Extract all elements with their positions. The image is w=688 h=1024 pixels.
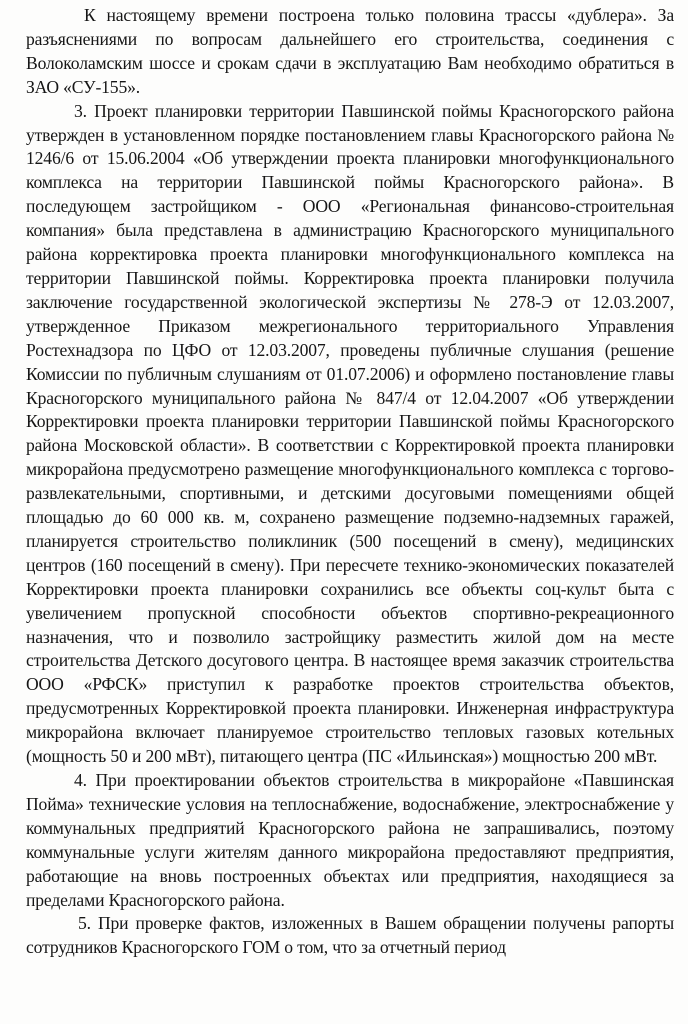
paragraph-3-planning-project: 3. Проект планировки территории Павшинской поймы Красногорского района утвержден в установленном порядке постановлением главы Красногорского района № 1246/6 от 15.06.2004 «Об утверждении проекта планировки многофункционального комплекса на территории Павшинской поймы Красногорского района». В последующем застройщиком - ООО «Региональная финансово-строительная компания» была представлена в администрацию Красногорского муниципального района корректировка проекта планировки многофункционального комплекса на территории Павшинской поймы. Корректировка проекта планировки получила заключение государственной экологической экспертизы № 278-Э от 12.03.2007, утвержденное Приказом межрегионального территориального Управления Ростехнадзора по ЦФО от 12.03.2007, проведены публичные слушания (решение Комиссии по публичным слушаниям от 01.07.2006) и оформлено постановление главы Красногорского муниципального района № 847/4 от 12.04.2007 «Об утверждении Корректировки проекта планировки территории Павшинской поймы Красногорского района Московской области». В соответствии с Корректировкой проекта планировки микрорайона предусмотрено размещение многофункционального комплекса с торгово-развлекательными, спортивными, и детскими досуговыми помещениями общей площадью до 60 000 кв. м, сохранено размещение подземно-надземных гаражей, планируется строительство поликлиник (500 посещений в смену), медицинских центров (160 посещений в смену). При пересчете технико-экономических показателей Корректировки проекта планировки сохранились все объекты соц-культ быта с увеличением пропускной способности объектов спортивно-рекреационного назначения, что и позволило застройщику разместить жилой дом на месте строительства Детского досугового центра. В настоящее время заказчик строительства ООО «РФСК» приступил к разработке проектов строительства объектов, предусмотренных Корректировкой проекта планировки. Инженерная инфраструктура микрорайона включает планируемое строительство тепловых газовых котельных (мощность 50 и 200 мВт), питающего центра (ПС «Ильинская») мощностью 200 мВт.	[26, 100, 674, 767]
paragraph-5-police-reports: 5. При проверке фактов, изложенных в Вашем обращении получены рапорты сотрудников Красногорского ГОМ о том, что за отчетный период	[26, 913, 674, 958]
paragraph-4-utilities: 4. При проектировании объектов строительства в микрорайоне «Павшинская Пойма» технические условия на теплоснабжение, водоснабжение, электроснабжение у коммунальных предприятий Красногорского района не запрашивались, поэтому коммунальные услуги жителям данного микрорайона предоставляют предприятия, работающие на вновь построенных объектах или предприятия, находящиеся за пределами Красногорского района.	[26, 770, 674, 910]
paragraph-dubler-status: К настоящему времени построена только половина трассы «дублера». За разъяснениями по вопросам дальнейшего его строительства, соединения с Волоколамским шоссе и срокам сдачи в эксплуатацию Вам необходимо обратиться в ЗАО «СУ-155».	[26, 5, 674, 97]
